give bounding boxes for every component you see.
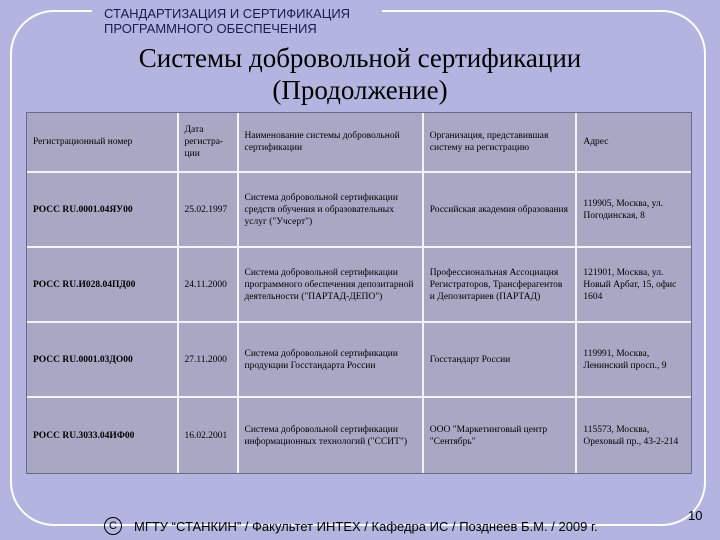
cell-name: Система добровольной сертификации программного обеспечения депозитарной деятельности ("ПАРТАД-ДЕПО")	[239, 248, 424, 323]
cell-name: Система добровольной сертификации продукции Госстандарта России	[239, 323, 424, 398]
table-row	[27, 173, 691, 248]
cell-address: 119905, Москва, ул. Погодинская, 8	[577, 173, 691, 248]
table-row	[27, 323, 691, 398]
cell-number: РОСС RU.0001.04ЯУ00	[27, 173, 179, 248]
column-header-name: Наименование системы добровольной сертификации	[239, 113, 424, 173]
footer-text: МГТУ “СТАНКИН” / Факультет ИНТЕХ / Кафедра ИС / Позднеев Б.М. / 2009 г.	[134, 518, 598, 534]
cell-address: 115573, Москва, Ореховый пр., 43-2-214	[583, 424, 679, 447]
cell-address: 121901, Москва, ул. Новый Арбат, 15, офис 1604	[577, 248, 691, 323]
page-title	[0, 42, 720, 106]
certification-table-wrap	[26, 112, 692, 472]
cell-name: Система добровольной сертификации средств обучения и образовательных услуг ("Учсерт")	[239, 173, 424, 248]
title-line-1: Системы добровольной сертификации	[138, 43, 582, 73]
header-line-2: ПРОГРАММНОГО ОБЕСПЕЧЕНИЯ	[104, 21, 317, 36]
cell-number: РОСС RU.И028.04ПД00	[27, 248, 179, 323]
footer	[104, 517, 598, 535]
cell-org: ООО "Маркетинговый центр "Сентябрь"	[424, 398, 578, 473]
copyright-icon: С	[104, 517, 122, 535]
header-text	[104, 6, 350, 36]
cell-date: 24.11.2000	[179, 248, 239, 323]
cell-org: Профессиональная Ассоциация Регистраторов, Трансферагентов и Депозитариев (ПАРТАД)	[424, 248, 578, 323]
cell-org: Российская академия образования	[424, 173, 578, 248]
column-header-number: Регистрационный номер	[27, 113, 179, 173]
cell-number: РОСС RU.0001.03ДО00	[27, 323, 179, 398]
cell-date: 27.11.2000	[179, 323, 239, 398]
cell-name: Система добровольной сертификации информационных технологий ("ССИТ")	[239, 398, 424, 473]
cell-org: Госстандарт России	[424, 323, 578, 398]
cell-date: 25.02.1997	[179, 173, 239, 248]
column-header-address: Адрес	[577, 113, 691, 173]
column-header-org: Организация, представившая систему на регистрацию	[424, 113, 578, 173]
title-line-2: (Продолжение)	[272, 75, 448, 105]
table-header-row	[27, 113, 691, 173]
cell-date: 16.02.2001	[179, 398, 239, 473]
table-row	[27, 398, 691, 473]
cell-address: 119991, Москва, Ленинский просп., 9	[577, 323, 691, 398]
certification-table	[26, 112, 692, 474]
page-number: 10	[688, 508, 703, 523]
header-line-1: СТАНДАРТИЗАЦИЯ И СЕРТИФИКАЦИЯ	[104, 6, 351, 21]
column-header-date: Дата регистра-ции	[179, 113, 239, 173]
table-row	[27, 248, 691, 323]
cell-number: РОСС RU.3033.04ИФ00	[27, 398, 179, 473]
